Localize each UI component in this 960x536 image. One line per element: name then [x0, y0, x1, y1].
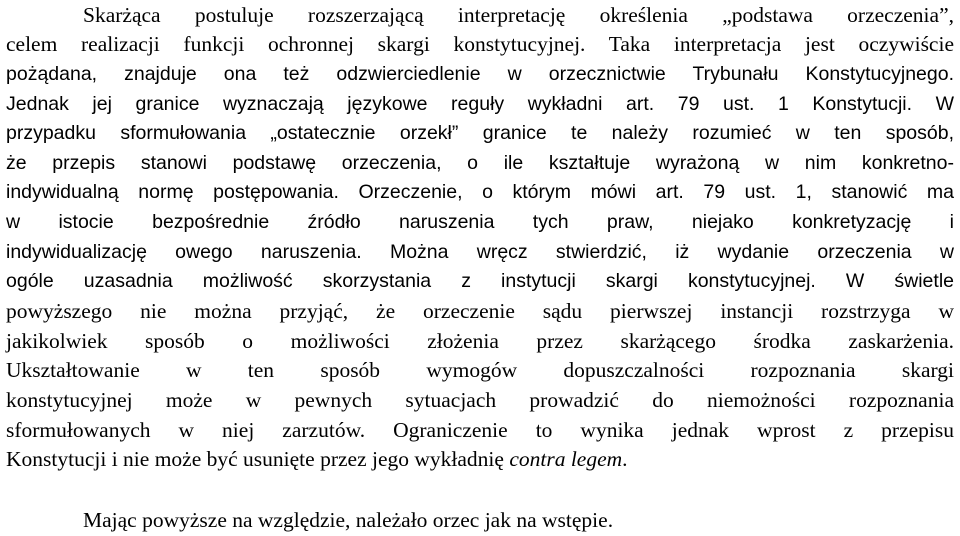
paragraph-line: Skarżąca postuluje rozszerzającą interpretację określenia „podstawa orzeczenia”, — [83, 3, 954, 27]
paragraph-line: konstytucyjnej może w pewnych sytuacjach prowadzić do niemożności rozpoznania — [6, 388, 954, 412]
paragraph-line: ogóle uzasadnia możliwość skorzystania z instytucji skargi konstytucyjnej. W świetle — [6, 270, 954, 292]
paragraph-line: Ukształtowanie w ten sposób wymogów dopuszczalności rozpoznania skargi — [6, 358, 954, 382]
paragraph-line: Jednak jej granice wyznaczają językowe reguły wykładni art. 79 ust. 1 Konstytucji. W — [6, 93, 954, 115]
paragraph-line: indywidualną normę postępowania. Orzeczenie, o którym mówi art. 79 ust. 1, stanowić ma — [6, 181, 954, 203]
paragraph-line: w istocie bezpośrednie źródło naruszenia tych praw, niejako konkretyzację i — [6, 211, 954, 233]
closing-sentence: Mając powyższe na względzie, należało orzec jak na wstępie. — [83, 508, 614, 532]
last-line-end: . — [622, 447, 628, 471]
paragraph-line: jakikolwiek sposób o możliwości złożenia przez skarżącego środka zaskarżenia. — [6, 329, 954, 353]
paragraph-last-line — [6, 444, 954, 474]
last-line-text: Konstytucji i nie może być usunięte przez jego wykładnię — [6, 447, 510, 471]
paragraph-line: indywidualizację owego naruszenia. Można wręcz stwierdzić, iż wydanie orzeczenia w — [6, 241, 954, 263]
paragraph-line: przypadku sformułowania „ostatecznie orzekł” granice te należy rozumieć w ten sposób, — [6, 122, 954, 144]
paragraph-line: pożądana, znajduje ona też odzwierciedlenie w orzecznictwie Trybunału Konstytucyjnego. — [6, 63, 954, 85]
latin-phrase: contra legem — [509, 447, 623, 471]
paragraph-line: powyższego nie można przyjąć, że orzeczenie sądu pierwszej instancji rozstrzyga w — [6, 299, 954, 323]
paragraph-line: że przepis stanowi podstawę orzeczenia, o ile kształtuje wyrażoną w nim konkretno- — [6, 152, 954, 174]
paragraph-line: sformułowanych w niej zarzutów. Ograniczenie to wynika jednak wprost z przepisu — [6, 418, 954, 442]
paragraph-line: celem realizacji funkcji ochronnej skargi konstytucyjnej. Taka interpretacja jest oczywiście — [6, 32, 954, 56]
